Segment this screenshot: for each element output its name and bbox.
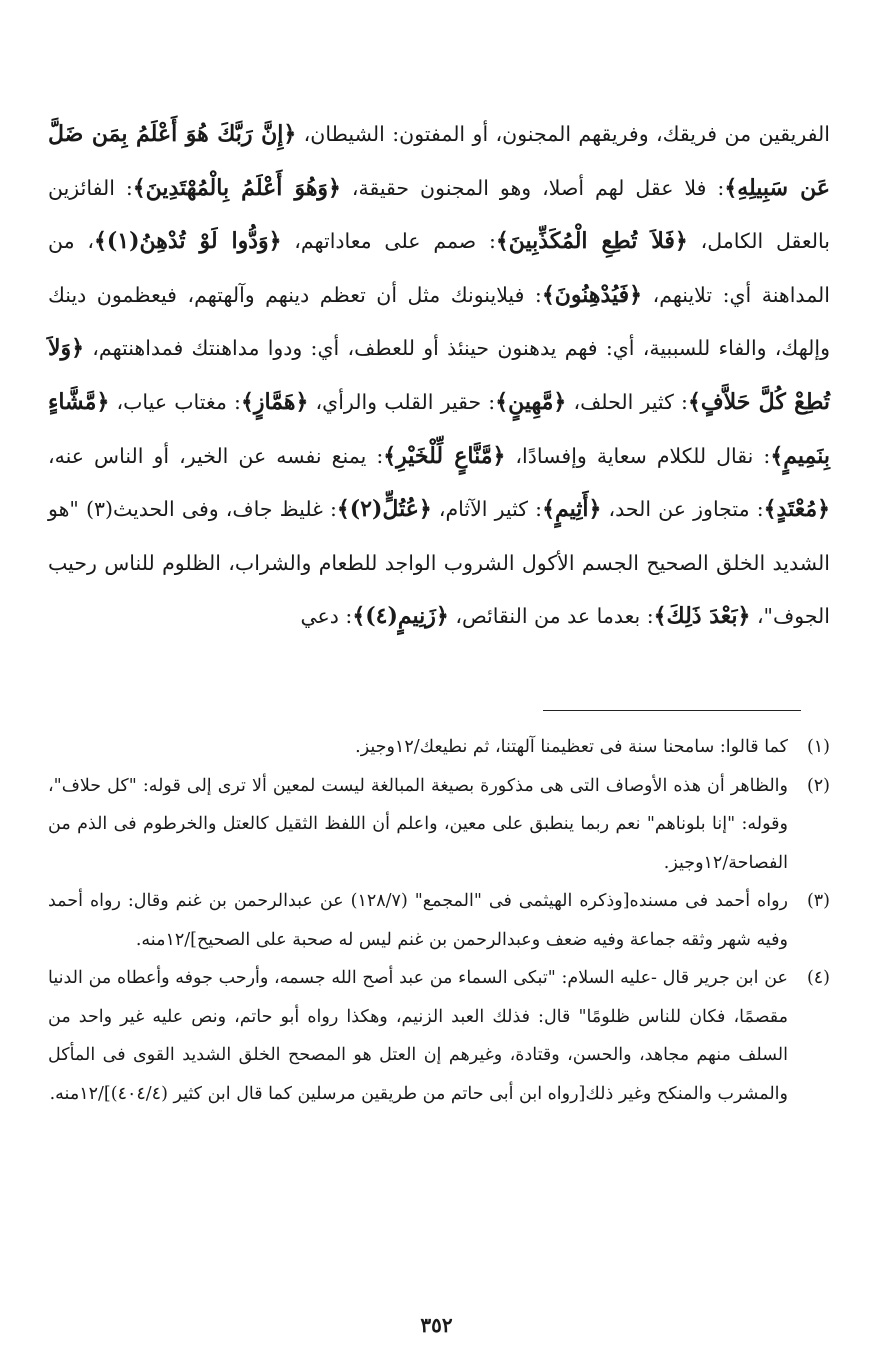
footnote-text: كما قالوا: سامحنا سنة فى تعظيمنا آلهتنا، ثم نطيعك/١٢وجيز. [355,737,788,757]
quran-verse: ﴿زَنِيمٍ(٤)﴾ [352,603,449,630]
commentary-text: : بعدما عد من النقائص، [448,604,654,629]
commentary-text: : مغتاب عياب، [109,389,241,414]
page-number: ٣٥٢ [420,1313,453,1337]
quran-verse: ﴿بَعْدَ ذَلِكَ﴾ [653,603,751,630]
quran-verse: ﴿وَهُوَ أَعْلَمُ بِالْمُهْتَدِينَ﴾ [132,174,341,201]
commentary-text: : نقال للكلام سعاية وإفسادًا، [505,443,771,468]
footnote-number: (١) [806,737,830,757]
main-text [48,108,830,644]
quran-verse: ﴿مُعْتَدٍ﴾ [763,496,830,523]
commentary-text: : متجاوز عن الحد، [601,497,764,522]
commentary-text: : فيلاينونك مثل أن تعظم دينهم وآلهتهم، فيعظمون دينك وإلهك، والفاء للسببية، أي: فهم يدهنون حينئذ أو للعطف، أي: ودوا مداهنتك فمداهنتهم، [48,282,830,361]
commentary-text: : الفائزين بالعقل الكامل، [48,175,830,254]
quran-verse: ﴿عُتُلٍّ(٢)﴾ [336,496,432,523]
page-body [48,108,830,644]
commentary-text: : غليظ جاف، وفى الحديث(٣) "هو الشديد الخلق الصحيح الجسم الأكول الشروب الواجد للطعام والشراب، الظلوم للناس رحيب الجوف"، [48,497,830,629]
quran-verse: ﴿أَثِيمٍ﴾ [542,496,602,523]
commentary-text: : كثير الآثام، [431,497,543,522]
footnote-text: والظاهر أن هذه الأوصاف التى هى مذكورة بصيغة المبالغة ليست لمعين ألا ترى إلى قوله: "كل حلاف"، وقوله: "إنا بلوناهم" نعم ربما ينطبق على معين، واعلم أن اللفظ الثقيل كالعتل والخرطوم فى الذم من الفصاحة/١٢وجيز. [48,775,788,873]
footnote [48,728,830,767]
quran-verse: ﴿وَدُّوا لَوْ تُدْهِنُ(١)﴾ [93,228,282,255]
footnote-number: (٤) [806,968,830,988]
quran-verse: ﴿فَلاَ تُطِعِ الْمُكَذِّبِينَ﴾ [495,228,688,255]
footnote-text: عن ابن جرير قال -عليه السلام: "تبكى السماء من عبد أصح الله جسمه، وأرحب جوفه وأعطاه من الدنيا مقصمًا، فكان للناس ظلومًا" قال: فذلك العبد الزنيم، وهكذا رواه أبو حاتم، ونص عليه غير واحد من السلف منهم مجاهد، والحسن، وقتادة، وغيرهم إن العتل هو المصحح الخلق الشديد القوى فى المأكل والمشرب والمنكح وغير ذلك[رواه ابن أبى حاتم من طريقين مرسلين كما قال ابن كثير (٤٠٤/٤)]/١٢منه. [48,968,788,1104]
quran-verse: ﴿مَّهِينٍ﴾ [495,388,567,415]
quran-verse: ﴿وَلاَ تُطِعْ كُلَّ حَلاَّفٍ﴾ [48,335,830,415]
footnote-number: (٢) [806,775,830,796]
commentary-text: : يمنع نفسه عن الخير، أو الناس عنه، [48,443,384,468]
quran-verse: ﴿مَّنَّاعٍ لِّلْخَيْرِ﴾ [383,442,506,469]
commentary-text: : صمم على معاداتهم، [281,229,496,254]
quran-verse: ﴿هَمَّازٍ﴾ [240,388,309,415]
footnote [48,959,830,1113]
footnotes [48,728,830,1113]
commentary-text: ، من المداهنة أي: تلاينهم، [48,229,830,307]
quran-verse: ﴿إِنَّ رَبَّكَ هُوَ أَعْلَمُ بِمَن ضَلَّ عَن سَبِيلِهِ﴾ [48,121,830,201]
commentary-text: : كثير الحلف، [566,389,688,414]
quran-verse: ﴿فَيُدْهِنُونَ﴾ [541,281,643,308]
commentary-text: : دعي [300,604,353,629]
footnote-separator [543,710,801,711]
footnote-number: (٣) [806,891,830,911]
footnote [48,767,830,883]
footnote-text: رواه أحمد فى مسنده[وذكره الهيثمى فى "المجمع" (١٢٨/٧) عن عبدالرحمن بن غنم وقال: رواه أحمد وفيه شهر وثقه جماعة وفيه ضعف وعبدالرحمن بن غنم ليس له صحبة على الصحيح]/١٢منه. [48,891,788,950]
footnote [48,882,830,959]
commentary-text: : حقير القلب والرأي، [308,389,496,414]
commentary-text: : فلا عقل لهم أصلا، وهو المجنون حقيقة، [340,175,725,200]
commentary-text: الفريقين من فريقك، وفريقهم المجنون، أو المفتون: الشيطان، [296,122,830,146]
quran-verse: ﴿مَّشَّاءٍ بِنَمِيمٍ﴾ [48,388,830,469]
